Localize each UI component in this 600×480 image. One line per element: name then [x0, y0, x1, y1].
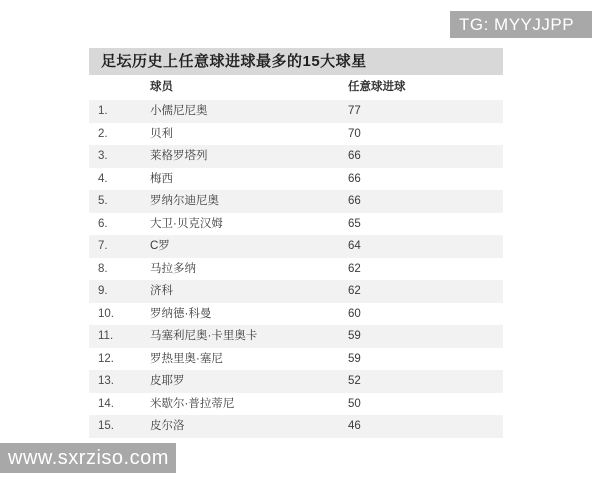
cell-goals: 52 [348, 375, 361, 387]
cell-player: 皮尔洛 [150, 420, 185, 432]
table-row [89, 213, 503, 236]
cell-player: 大卫·贝克汉姆 [150, 217, 223, 230]
cell-rank: 12. [98, 352, 114, 365]
table-row [89, 280, 503, 303]
table-row [89, 303, 503, 326]
freekick-ranking-table [89, 48, 503, 438]
cell-rank: 10. [98, 307, 114, 320]
table-row [89, 325, 503, 348]
cell-rank: 15. [98, 420, 114, 432]
table-row [89, 370, 503, 393]
watermark-website-badge [0, 443, 176, 473]
cell-player: C罗 [150, 240, 170, 252]
table-row [89, 100, 503, 123]
table-row [89, 168, 503, 191]
cell-goals: 66 [348, 150, 361, 162]
cell-goals: 50 [348, 397, 361, 410]
cell-rank: 5. [98, 195, 108, 207]
table-row [89, 190, 503, 213]
cell-player: 贝利 [150, 127, 173, 140]
cell-rank: 2. [98, 127, 108, 140]
cell-goals: 65 [348, 217, 361, 230]
cell-rank: 6. [98, 217, 108, 230]
table-row [89, 348, 503, 371]
cell-goals: 60 [348, 307, 361, 320]
column-header-player: 球员 [150, 81, 173, 93]
table-title: 足坛历史上任意球进球最多的15大球星 [89, 48, 503, 75]
cell-player: 马拉多纳 [150, 262, 196, 275]
table-row [89, 415, 503, 438]
cell-player: 济科 [150, 285, 173, 297]
table-row [89, 393, 503, 416]
cell-goals: 66 [348, 195, 361, 207]
cell-rank: 9. [98, 285, 108, 297]
cell-goals: 77 [348, 105, 361, 117]
cell-rank: 1. [98, 105, 108, 117]
column-header-goals: 任意球进球 [348, 81, 406, 93]
cell-player: 马塞利尼奥·卡里奥卡 [150, 330, 258, 342]
cell-goals: 59 [348, 352, 361, 365]
cell-goals: 62 [348, 285, 361, 297]
table-row [89, 145, 503, 168]
cell-player: 皮耶罗 [150, 375, 185, 387]
cell-player: 罗纳德·科曼 [150, 307, 212, 320]
cell-rank: 8. [98, 262, 108, 275]
cell-rank: 4. [98, 172, 108, 185]
cell-rank: 14. [98, 397, 114, 410]
cell-rank: 13. [98, 375, 114, 387]
cell-goals: 66 [348, 172, 361, 185]
cell-rank: 3. [98, 150, 108, 162]
table-row [89, 123, 503, 146]
cell-goals: 59 [348, 330, 361, 342]
watermark-website-text: www.sxrziso.com [8, 446, 169, 469]
cell-rank: 7. [98, 240, 108, 252]
cell-goals: 62 [348, 262, 361, 275]
watermark-telegram-text: TG: MYYJJPP [459, 14, 575, 34]
cell-player: 罗热里奥·塞尼 [150, 352, 223, 365]
cell-goals: 64 [348, 240, 361, 252]
cell-player: 小儒尼尼奥 [150, 105, 208, 117]
table-row [89, 235, 503, 258]
cell-goals: 70 [348, 127, 361, 140]
table-body [89, 100, 503, 438]
table-header-row [89, 75, 503, 100]
cell-player: 米歇尔·普拉蒂尼 [150, 397, 235, 410]
watermark-telegram-badge [450, 11, 592, 38]
table-row [89, 258, 503, 281]
cell-player: 莱格罗塔列 [150, 150, 208, 162]
cell-goals: 46 [348, 420, 361, 432]
cell-rank: 11. [98, 330, 114, 342]
cell-player: 罗纳尔迪尼奥 [150, 195, 219, 207]
cell-player: 梅西 [150, 172, 173, 185]
